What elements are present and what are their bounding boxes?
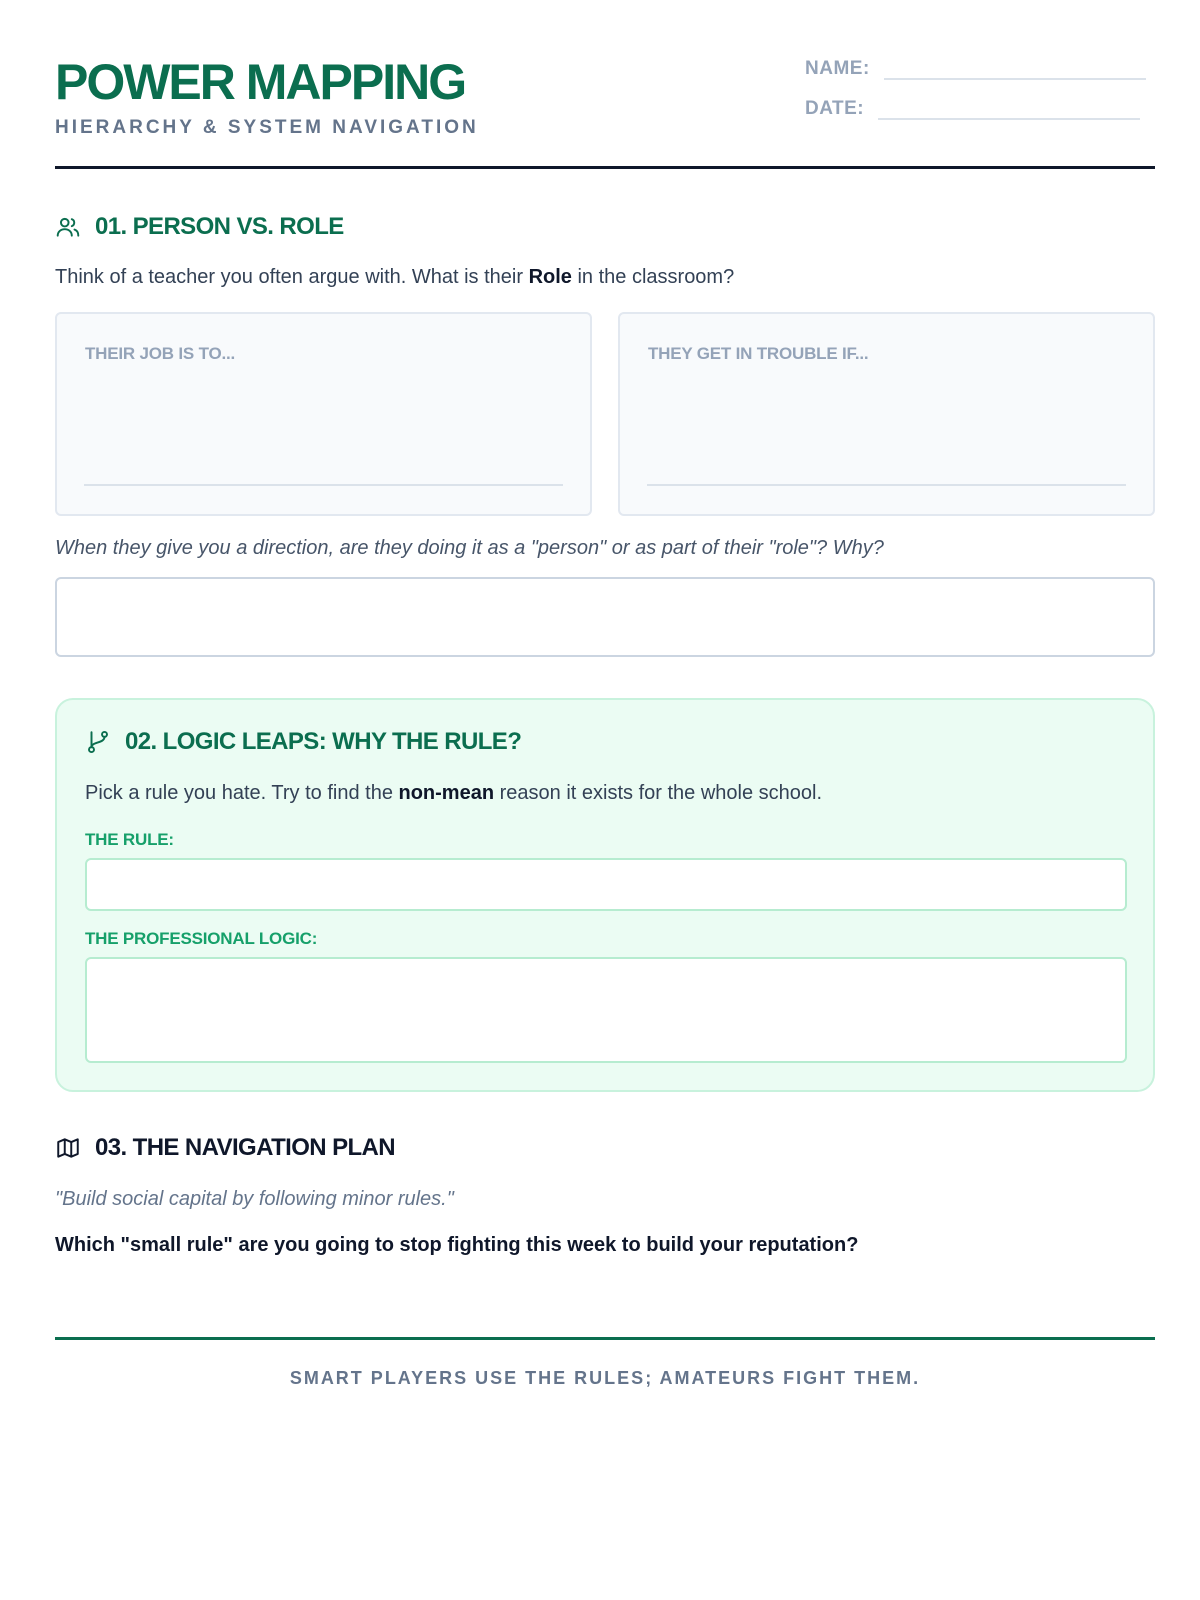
name-field [805,58,1146,80]
prompt-text-end: reason it exists for the whole school. [494,782,823,804]
section-3-quote: "Build social capital by following minor rules." [55,1188,454,1210]
person-role-answer-box[interactable] [55,577,1155,657]
writing-line [84,484,563,486]
header [55,0,1155,170]
section-1-heading [55,213,344,241]
section-2-panel [55,698,1155,1092]
page-subtitle: HIERARCHY & SYSTEM NAVIGATION [55,117,479,138]
section-2-prompt [85,782,822,805]
rule-label: THE RULE: [85,830,174,849]
prompt-emphasis: non-mean [398,782,495,804]
section-2-heading [85,728,521,756]
page-title: POWER MAPPING [55,54,466,110]
trouble-response-box[interactable] [618,312,1155,516]
section-3-title: 03. THE NAVIGATION PLAN [95,1134,396,1161]
date-field [805,98,1140,120]
trouble-box-label: THEY GET IN TROUBLE IF... [648,344,869,363]
header-divider [55,166,1155,169]
prompt-text: Think of a teacher you often argue with. What is their [55,266,529,288]
date-input-line[interactable] [878,98,1140,120]
footer-tagline: SMART PLAYERS USE THE RULES; AMATEURS FIGHT THEM. [289,1368,921,1388]
prompt-text: Pick a rule you hate. Try to find the [85,782,399,804]
writing-line [647,484,1126,486]
name-input-line[interactable] [884,58,1146,80]
name-label: NAME: [805,58,870,79]
footer-divider [55,1337,1155,1340]
logic-label: THE PROFESSIONAL LOGIC: [85,929,318,948]
section-1-prompt [55,266,734,289]
prompt-emphasis: Role [528,266,572,288]
section-3-question: Which "small rule" are you going to stop fighting this week to build your reputation? [55,1234,859,1256]
worksheet-page [55,0,1155,1388]
section-1-title: 01. PERSON VS. ROLE [95,213,344,240]
prompt-text-end: in the classroom? [571,266,735,288]
job-box-label: THEIR JOB IS TO... [85,344,236,363]
job-response-box[interactable] [55,312,592,516]
section-2-title: 02. LOGIC LEAPS: WHY THE RULE? [125,728,522,755]
logic-input[interactable] [85,957,1127,1063]
git-branch-icon [85,729,111,755]
map-icon [55,1135,81,1161]
users-icon [55,214,81,240]
section-3-heading [55,1134,395,1162]
date-label: DATE: [805,98,865,119]
rule-input[interactable] [85,858,1127,911]
section-1-question: When they give you a direction, are they doing it as a "person" or as part of their "role"? Why? [55,537,884,559]
